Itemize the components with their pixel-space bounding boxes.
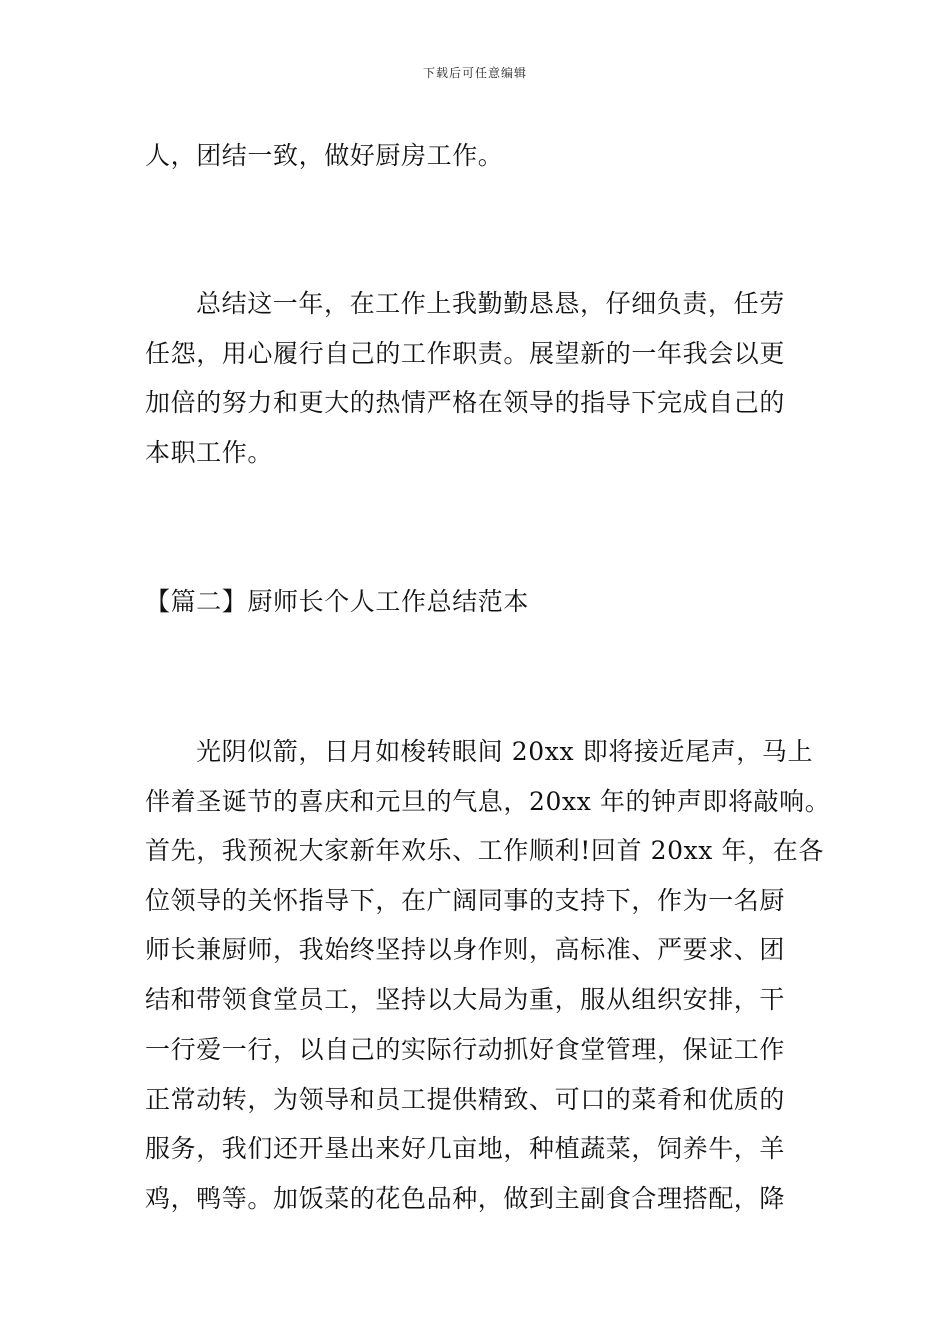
paragraph-line: 结和带领食堂员工，坚持以大局为重，服从组织安排，干 — [145, 985, 786, 1014]
paragraph-line: 正常动转，为领导和员工提供精致、可口的菜肴和优质的 — [145, 1085, 786, 1114]
paragraph-line: 光阴似箭，日月如梭转眼间 20xx 即将接近尾声，马上 — [196, 737, 814, 766]
section-heading: 【篇二】厨师长个人工作总结范本 — [145, 587, 530, 616]
paragraph-line: 鸡，鸭等。加饭菜的花色品种，做到主副食合理搭配，降 — [145, 1184, 786, 1213]
paragraph-line: 伴着圣诞节的喜庆和元旦的气息，20xx 年的钟声即将敲响。 — [145, 787, 831, 816]
paragraph-line: 首先，我预祝大家新年欢乐、工作顺利!回首 20xx 年，在各 — [145, 836, 824, 865]
paragraph-line: 本职工作。 — [145, 438, 274, 467]
paragraph-line: 一行爱一行，以自己的实际行动抓好食堂管理，保证工作 — [145, 1035, 786, 1064]
paragraph-line: 任怨，用心履行自己的工作职责。展望新的一年我会以更 — [145, 339, 786, 368]
paragraph-line: 总结这一年，在工作上我勤勤恳恳，仔细负责，任劳 — [196, 289, 785, 318]
paragraph-line: 师长兼厨师，我始终坚持以身作则，高标准、严要求、团 — [145, 935, 786, 964]
paragraph-line: 位领导的关怀指导下，在广阔同事的支持下，作为一名厨 — [145, 886, 786, 915]
header-note: 下载后可任意编辑 — [422, 66, 527, 80]
paragraph-line: 人，团结一致，做好厨房工作。 — [145, 141, 504, 170]
paragraph-line: 服务，我们还开垦出来好几亩地，种植蔬菜，饲养牛，羊 — [145, 1134, 786, 1163]
paragraph-line: 加倍的努力和更大的热情严格在领导的指导下完成自己的 — [145, 388, 786, 417]
